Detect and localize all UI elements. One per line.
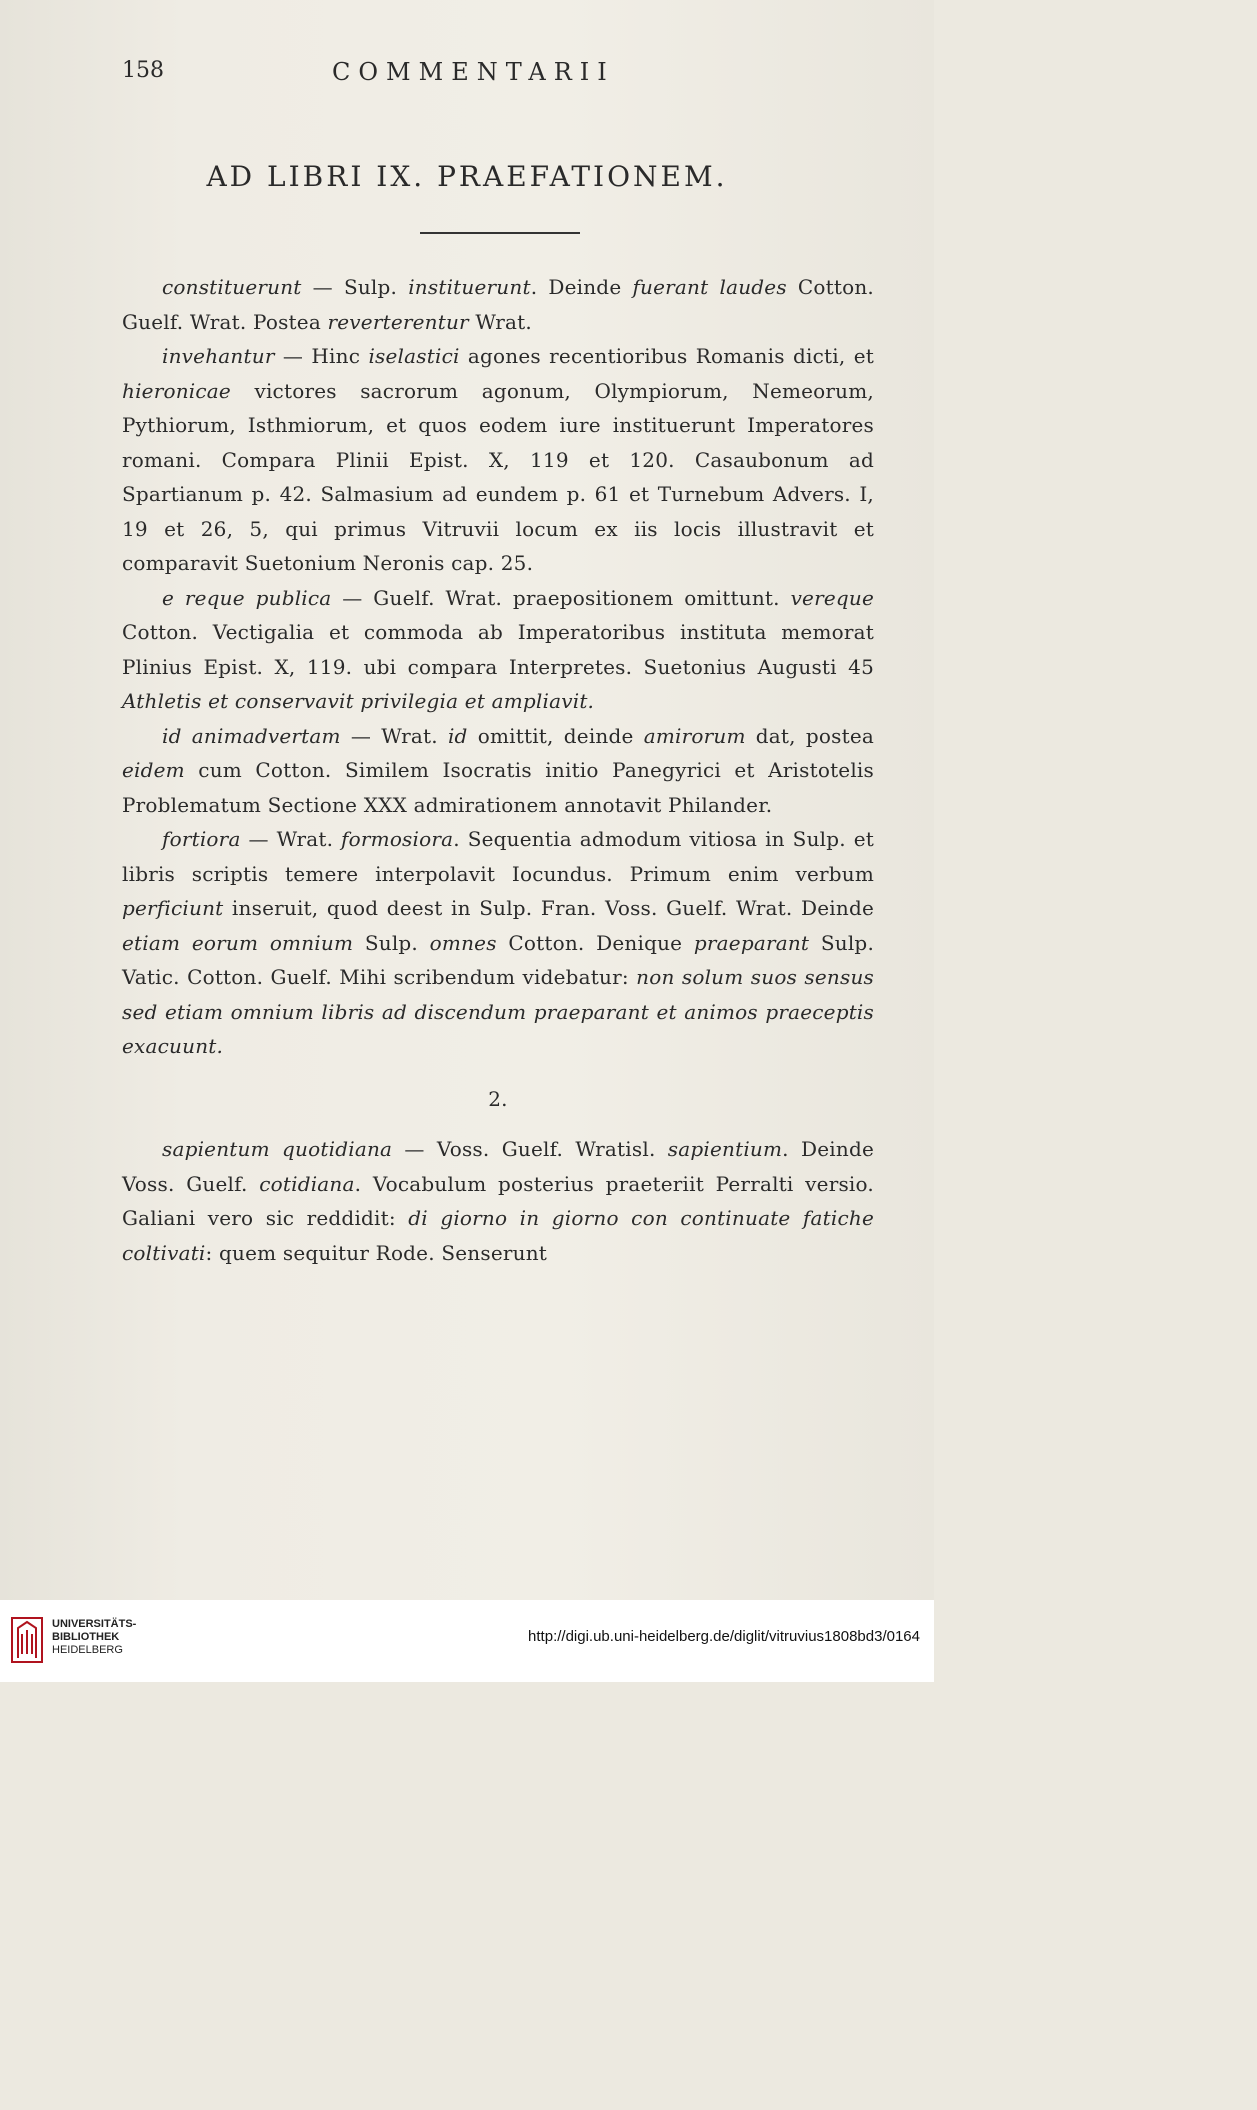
italic-text: reverterentur (327, 309, 469, 334)
footer-bar (0, 1600, 934, 1682)
body-text: Cotton. Vectigalia et commoda ab Imperatoribus instituta memorat Plinius Epist. X, 119. ubi compara Interpretes. Suetonius Augusti 45 (122, 620, 874, 679)
italic-text: fortiora (162, 827, 241, 851)
body-text: agones recentioribus Romanis dicti, et (459, 344, 874, 368)
body-text: — Wrat. (240, 827, 342, 851)
commentary-paragraph (122, 822, 874, 1064)
italic-text: omnes (429, 930, 497, 955)
heidelberg-library-logo-icon (10, 1614, 44, 1666)
title-rule (420, 232, 580, 234)
italic-text: Athletis et conservavit privilegia et ampliavit. (122, 689, 595, 713)
italic-text: sapientium (667, 1137, 783, 1161)
body-text: . Sequentia admodum vitiosa in Sulp. et libris scriptis temere interpolavit Iocundus. Primum enim verbum (122, 827, 874, 886)
commentary-paragraph (122, 270, 874, 339)
body-text: — Wrat. (340, 723, 448, 748)
body-text: Sulp. (353, 930, 430, 955)
italic-text: e reque publica (162, 585, 332, 610)
library-name-line-2: BIBLIOTHEK (52, 1631, 120, 1643)
body-text: Sulp. Vatic. Cotton. Guelf. Mihi scribendum videbatur: (122, 930, 874, 989)
italic-text: iselastici (368, 344, 460, 368)
commentary-body (122, 270, 874, 1270)
body-text: — Voss. Guelf. Wratisl. (392, 1137, 668, 1161)
commentary-paragraph (122, 581, 874, 719)
italic-text: perficiunt (122, 896, 224, 920)
italic-text: di giorno in giorno con continuate fatiche coltivati (122, 1206, 874, 1265)
italic-text: fuerant laudes (632, 275, 787, 299)
body-text: — Sulp. (301, 275, 409, 299)
body-text: — Hinc (274, 344, 369, 368)
italic-text: vereque (790, 585, 875, 610)
italic-text: praeparant (693, 930, 810, 955)
italic-text: eidem (122, 758, 185, 782)
commentary-group-2 (122, 1132, 874, 1270)
italic-text: non solum suos sensus sed etiam omnium libris ad discendum praeparant et animos praeceptis exacuunt. (122, 965, 874, 1058)
body-text: . Deinde Voss. Guelf. (122, 1137, 874, 1196)
body-text: dat, postea (745, 723, 874, 748)
italic-text: sapientum quotidiana (162, 1137, 393, 1161)
italic-text: invehantur (162, 344, 275, 368)
chapter-title: AD LIBRI IX. PRAEFATIONEM. (206, 160, 728, 193)
body-text: Cotton. Denique (496, 930, 694, 955)
italic-text: cotidiana (259, 1171, 355, 1196)
running-head (122, 58, 882, 98)
section-number: 2. (488, 1086, 508, 1111)
italic-text: amirorum (643, 723, 746, 748)
italic-text: constituerunt (162, 275, 302, 299)
commentary-paragraph (122, 1132, 874, 1270)
library-name-line-1: UNIVERSITÄTS- (52, 1618, 137, 1630)
library-name (52, 1618, 136, 1657)
page-number: 158 (122, 58, 164, 83)
italic-text: id animadvertam (162, 723, 341, 748)
body-text: . Deinde (530, 275, 633, 299)
commentary-paragraph (122, 719, 874, 823)
body-text: victores sacrorum agonum, Olympiorum, Nemeorum, Pythiorum, Isthmiorum, et quos eodem iure instituerunt Imperatores romani. Compara Plinii Epist. X, 119 et 120. Casaubonum ad Spartianum p. 42. Salmasium ad eundem p. 61 et Turnebum Advers. I, 19 et 26, 5, qui primus Vitruvii locum ex iis locis illustravit et comparavit Suetonium Neronis cap. 25. (122, 378, 874, 575)
running-title: COMMENTARII (332, 58, 615, 86)
italic-text: etiam eorum omnium (122, 930, 354, 955)
body-text: Cotton. Guelf. Wrat. Postea (122, 275, 874, 334)
body-text: : quem sequitur Rode. Senserunt (205, 1240, 548, 1265)
body-text: — Guelf. Wrat. praepositionem omittunt. (331, 585, 791, 610)
commentary-paragraph (122, 339, 874, 581)
italic-text: id (447, 723, 468, 748)
body-text: omittit, deinde (467, 723, 644, 748)
body-text: inseruit, quod deest in Sulp. Fran. Voss. Guelf. Wrat. Deinde (223, 896, 874, 920)
source-url-link[interactable]: http://digi.ub.uni-heidelberg.de/diglit/vitruvius1808bd3/0164 (528, 1628, 920, 1645)
italic-text: instituerunt (408, 275, 531, 299)
italic-text: formosiora (341, 827, 454, 851)
body-text: cum Cotton. Similem Isocratis initio Panegyrici et Aristotelis Problematum Sectione XXX admirationem annotavit Philander. (122, 758, 874, 817)
italic-text: hieronicae (122, 378, 231, 403)
body-text: . Vocabulum posterius praeteriit Perralti versio. Galiani vero sic reddidit: (122, 1171, 874, 1230)
library-name-line-3: HEIDELBERG (52, 1644, 123, 1656)
body-text: Wrat. (468, 309, 532, 334)
commentary-group-1 (122, 270, 874, 1064)
